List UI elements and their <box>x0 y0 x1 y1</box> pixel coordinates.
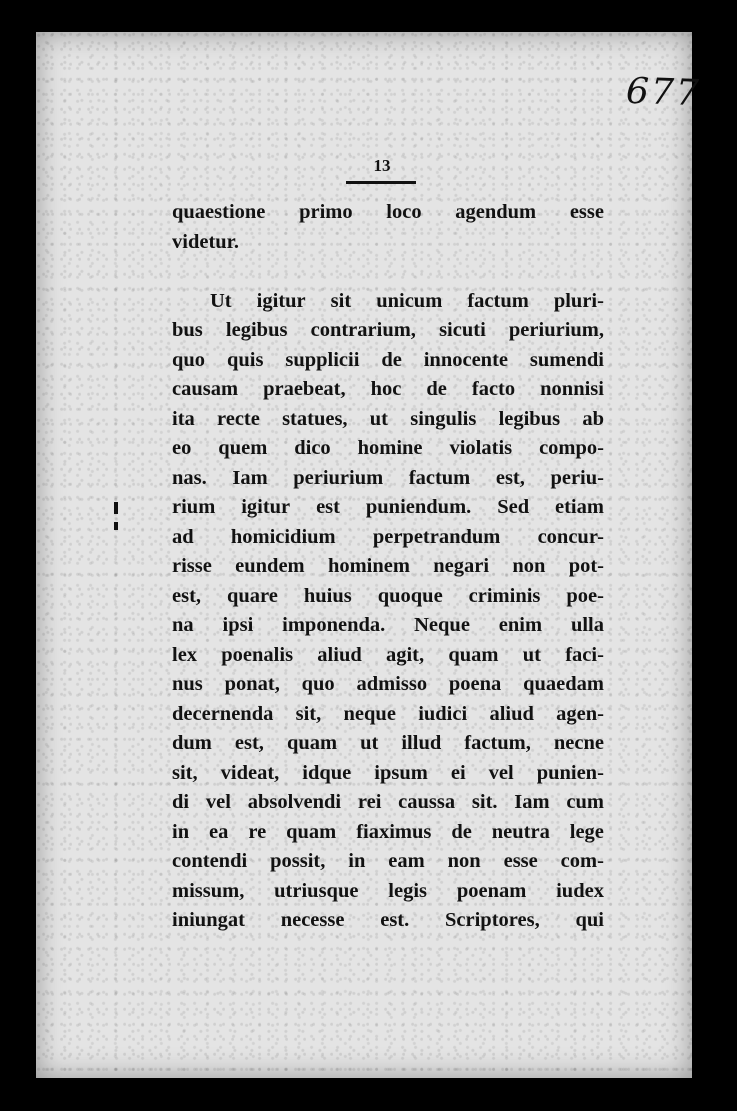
word: est, <box>234 732 264 754</box>
word: factum, <box>464 732 531 754</box>
word: imponenda. <box>282 614 386 636</box>
word: illud <box>401 732 442 754</box>
word: eam <box>388 850 425 872</box>
text-line <box>172 759 604 789</box>
word: ut <box>522 643 541 666</box>
word: concur- <box>537 525 604 548</box>
word: aliud <box>317 643 362 666</box>
word: neutra <box>491 820 550 843</box>
word: na <box>172 614 194 636</box>
word: criminis <box>468 584 541 607</box>
word: absolvendi <box>247 791 342 813</box>
word: poenam <box>456 879 527 902</box>
word: iudici <box>418 702 468 725</box>
word: est, <box>172 584 202 607</box>
word: periu- <box>550 466 604 489</box>
text-line <box>172 582 604 612</box>
word: necesse <box>280 909 345 931</box>
word: aliud <box>489 702 534 725</box>
word: rei <box>357 791 382 813</box>
word: de <box>381 348 402 371</box>
margin-mark <box>114 522 118 530</box>
word: bus <box>172 319 203 341</box>
word: contrarium, <box>310 319 416 341</box>
word: pluri- <box>553 289 604 312</box>
word: sit. <box>471 791 498 813</box>
word: cum <box>566 791 604 813</box>
word: idque <box>302 761 352 784</box>
text-line <box>172 641 604 671</box>
word: etiam <box>555 496 604 518</box>
word: Iam <box>232 466 268 489</box>
word: videtur. <box>172 230 240 253</box>
word: esse <box>569 201 604 223</box>
word: de <box>451 820 472 843</box>
word: praebeat, <box>263 378 346 400</box>
text-line <box>172 228 604 258</box>
text-line <box>172 405 604 435</box>
word: igitur <box>241 496 291 518</box>
word: faci- <box>565 643 604 666</box>
word: supplicii <box>285 348 360 371</box>
text-line <box>172 552 604 582</box>
word: enim <box>498 614 543 636</box>
page-number: 13 <box>373 156 391 175</box>
word: agendum <box>455 201 537 223</box>
word: quoque <box>377 584 443 607</box>
word: lex <box>172 643 198 666</box>
word: poe- <box>566 584 604 607</box>
paragraph-gap <box>172 257 604 287</box>
word: violatis <box>449 437 513 459</box>
word: compo- <box>539 437 604 459</box>
word: huius <box>303 584 352 607</box>
word: iudex <box>556 879 604 902</box>
word: quam <box>286 820 337 843</box>
word: sit <box>330 289 352 312</box>
word: nonnisi <box>540 378 604 400</box>
word: ulla <box>570 614 604 636</box>
word: sit, <box>172 761 198 784</box>
text-line <box>172 847 604 877</box>
word: ut <box>369 407 389 430</box>
word: innocente <box>423 348 509 371</box>
word: caussa <box>398 791 456 813</box>
word: homine <box>357 437 423 459</box>
word: ea <box>209 820 229 843</box>
word: dico <box>294 437 331 459</box>
word: vel <box>488 761 514 784</box>
text-line <box>172 700 604 730</box>
word: periurium, <box>508 319 604 341</box>
word: legibus <box>498 407 561 430</box>
word: facto <box>471 378 516 400</box>
word: non <box>447 850 481 872</box>
word: hoc <box>370 378 402 400</box>
word: de <box>426 378 447 400</box>
word: agit, <box>385 643 425 666</box>
text-line <box>172 788 604 818</box>
word: puniendum. <box>365 496 472 518</box>
word: ut <box>360 732 379 754</box>
text-line <box>172 287 604 317</box>
word: quis <box>226 348 264 371</box>
word: risse <box>172 555 212 577</box>
word: com- <box>560 850 604 872</box>
word: admisso <box>356 673 428 695</box>
text-line <box>172 464 604 494</box>
word: iniungat <box>172 909 245 931</box>
word: nas. <box>172 466 207 489</box>
word: hominem <box>327 555 410 577</box>
text-line <box>172 198 604 228</box>
word: videat, <box>220 761 280 784</box>
word: ponat, <box>224 673 280 695</box>
word: quam <box>286 732 338 754</box>
word: re <box>248 820 267 843</box>
word: quo <box>172 348 206 371</box>
word: legibus <box>225 319 288 341</box>
word: quare <box>227 584 278 607</box>
paragraph <box>172 287 604 936</box>
word: ipsi <box>222 614 254 636</box>
word: vel <box>205 791 231 813</box>
word: unicum <box>376 289 443 312</box>
word: in <box>348 850 366 872</box>
word: pot- <box>568 555 604 577</box>
word: Ut <box>210 289 232 312</box>
word: Neque <box>414 614 470 636</box>
word: quo <box>301 673 335 695</box>
text-line <box>172 346 604 376</box>
text-line <box>172 523 604 553</box>
word: missum, <box>172 879 245 902</box>
word: quem <box>218 437 268 459</box>
word: non <box>512 555 546 577</box>
word: ipsum <box>374 761 428 784</box>
word: homicidium <box>230 525 336 548</box>
word: di <box>172 791 190 813</box>
word: loco <box>386 201 422 223</box>
margin-mark <box>114 502 118 514</box>
word: eundem <box>235 555 305 577</box>
word: Sed <box>497 496 530 518</box>
word: agen- <box>556 702 604 725</box>
word: poenalis <box>221 643 294 666</box>
word: utriusque <box>274 879 359 902</box>
word: esse <box>503 850 538 872</box>
word: qui <box>575 909 604 931</box>
word: nus <box>172 673 203 695</box>
word: igitur <box>256 289 306 312</box>
word: factum <box>467 289 529 312</box>
text-line <box>172 877 604 907</box>
word: possit, <box>270 850 326 872</box>
word: poena <box>448 673 502 695</box>
word: Iam <box>514 791 550 813</box>
word: factum <box>408 466 471 489</box>
text-line <box>172 375 604 405</box>
word: perpetrandum <box>372 525 501 548</box>
word: contendi <box>172 850 248 872</box>
word: singulis <box>410 407 477 430</box>
word: neque <box>343 702 396 725</box>
text-line <box>172 729 604 759</box>
text-line <box>172 670 604 700</box>
word: ab <box>582 407 604 430</box>
word: fiaximus <box>356 820 432 843</box>
word: sit, <box>295 702 322 725</box>
word: ei <box>450 761 466 784</box>
word: sicuti <box>439 319 486 341</box>
word: decernenda <box>172 702 274 725</box>
text-line <box>172 906 604 936</box>
text-line <box>172 434 604 464</box>
scanned-page <box>36 32 702 1078</box>
word: quaedam <box>523 673 604 695</box>
word: periurium <box>293 466 384 489</box>
word: ita <box>172 407 195 430</box>
body-text <box>172 198 604 936</box>
text-line <box>172 611 604 641</box>
word: punien- <box>536 761 604 784</box>
word: primo <box>299 201 353 223</box>
page-number-rule <box>346 181 416 184</box>
word: necne <box>553 732 604 754</box>
word: quam <box>448 643 499 666</box>
word: est, <box>495 466 525 489</box>
word: est. <box>380 909 410 931</box>
text-line <box>172 818 604 848</box>
paragraph <box>172 198 604 257</box>
word: in <box>172 820 190 843</box>
word: statues, <box>282 407 348 430</box>
text-line <box>172 493 604 523</box>
word: causam <box>172 378 239 400</box>
text-line <box>172 316 604 346</box>
word: Scriptores, <box>445 909 540 931</box>
word: eo <box>172 437 192 459</box>
word: rium <box>172 496 216 518</box>
word: quaestione <box>172 201 266 223</box>
handwritten-folio-number: 677 <box>625 70 702 115</box>
word: est <box>316 496 340 518</box>
word: negari <box>433 555 490 577</box>
word: dum <box>172 732 212 754</box>
word: recte <box>217 407 260 430</box>
word: lege <box>569 820 604 843</box>
word: ad <box>172 525 194 548</box>
word: legis <box>388 879 427 902</box>
word: sumendi <box>529 348 604 371</box>
